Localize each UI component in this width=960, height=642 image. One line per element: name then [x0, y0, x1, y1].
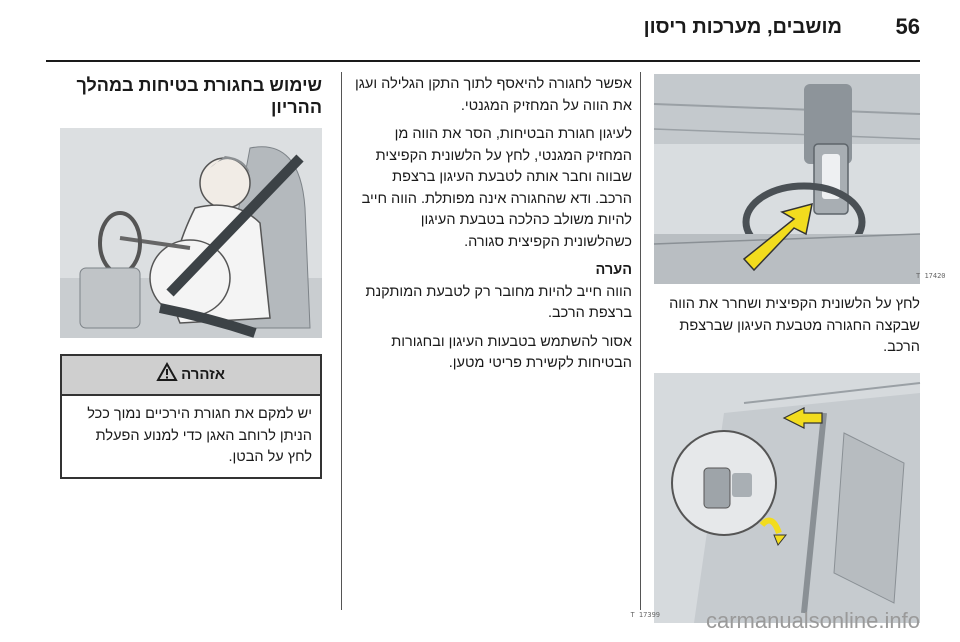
- figure1-caption: לחץ על הלשונית הקפיצית ושחרר את הווה שבקצה החגורה מטבעת העיגון שברצפת הרכב.: [669, 296, 920, 355]
- page-number: 56: [895, 14, 920, 39]
- left-column: [60, 74, 322, 479]
- figure2-code: 17399 T: [630, 610, 660, 619]
- watermark: carmanualsonline.info: [705, 608, 920, 633]
- header-rule: [46, 60, 920, 62]
- column-divider-left: [341, 72, 342, 610]
- warning-triangle-icon: [157, 363, 177, 388]
- figure1-code: 17420 T: [916, 272, 946, 280]
- section-title: שימוש בחגורת בטיחות במהלך ההריון: [76, 75, 322, 117]
- figure-pregnancy-belt: [60, 128, 322, 338]
- page-header: [46, 14, 920, 48]
- note-text: הווה חייב להיות מחובר רק לטבעת המותקנת ברצפת הרכב.: [365, 283, 632, 321]
- paragraph-cargo-warning: אסור להשתמש בטבעות העיגון ובחגורות הבטיחות לקשירת פריטי מטען.: [391, 333, 632, 371]
- note-heading: הערה: [595, 262, 632, 278]
- page-title: מושבים, מערכות ריסון: [643, 16, 842, 38]
- middle-column: [354, 74, 632, 382]
- column-divider-right: [640, 72, 641, 610]
- warning-box: [60, 354, 322, 479]
- figure-belt-buckle: [654, 74, 946, 284]
- warning-header: [62, 356, 320, 396]
- paragraph-retract: אפשר לחגורה להיאסף לתוך התקן הגלילה ועגן את הווה על המחזיק המגנטי.: [355, 76, 632, 114]
- warning-text: יש למקם את חגורת הירכיים נמוך ככל הניתן לרוחב האגן כדי למנוע הפעלת לחץ על הבטן.: [87, 406, 312, 465]
- figure-cargo-anchor: [630, 373, 920, 623]
- warning-heading: אזהרה: [181, 366, 225, 384]
- paragraph-anchor: לעיגון חגורת הבטיחות, הסר את הווה מן המחזיק המגנטי, לחץ על הלשונית הקפיצית שבווה וחבר אותה לטבעת העיגון ברצפת הרכב. ודא שהחגורה אינה מפותלת. הווה חייב להיות משולב כהלכה בטבעת העיגון כשהלשונית הקפיצית סגורה.: [361, 126, 632, 250]
- right-column: [630, 74, 946, 623]
